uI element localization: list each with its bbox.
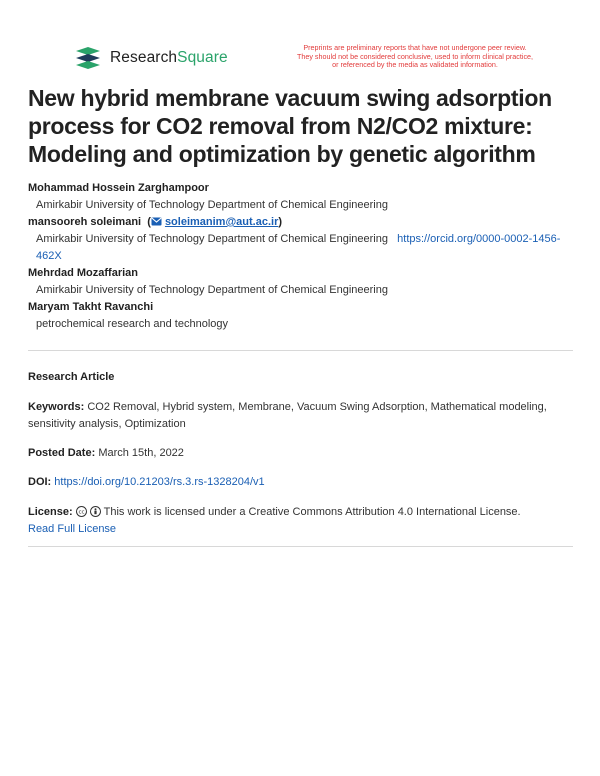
paper-title: New hybrid membrane vacuum swing adsorption process for CO2 removal from N2/CO2 mixture: Modeling and optimization by genetic algorithm: [28, 85, 552, 167]
creative-commons-icon: [76, 506, 87, 517]
author-name: Mohammad Hossein Zarghampoor: [28, 182, 209, 194]
mail-icon: [151, 217, 162, 226]
svg-text:cc: cc: [78, 509, 85, 516]
author-affiliation: Amirkabir University of Technology Department of Chemical Engineering https://orcid.org/0000-0002-1456-462X: [36, 233, 561, 262]
author-affiliation: Amirkabir University of Technology Department of Chemical Engineering: [36, 284, 388, 296]
article-type: Research Article: [28, 371, 115, 383]
license-text: This work is licensed under a Creative Commons Attribution 4.0 International License.: [103, 506, 521, 518]
read-full-license-link[interactable]: Read Full License: [28, 523, 117, 535]
doi-link[interactable]: https://doi.org/10.21203/rs.3.rs-1328204/v1: [54, 476, 265, 488]
posted-date-value: March 15th, 2022: [98, 447, 184, 459]
keywords-value: CO2 Removal, Hybrid system, Membrane, Vacuum Swing Adsorption, Mathematical modeling, sensitivity analysis, Optimization: [28, 401, 547, 430]
author-list: [28, 180, 573, 333]
divider: [28, 546, 573, 547]
author-name-with-email: mansooreh soleimani ( soleimanim@aut.ac.ir): [28, 216, 283, 228]
author-email-link[interactable]: soleimanim@aut.ac.ir: [164, 216, 279, 228]
header: [0, 0, 600, 80]
attribution-icon: [90, 506, 101, 517]
author-name: Maryam Takht Ravanchi: [28, 301, 154, 313]
research-square-logo[interactable]: [74, 47, 228, 69]
author-affiliation: petrochemical research and technology: [36, 318, 229, 330]
orcid-link[interactable]: https://orcid.org/0000-0002-1456-462X: [36, 233, 561, 262]
doi-section: DOI: https://doi.org/10.21203/rs.3.rs-1328204/v1: [28, 476, 265, 488]
brand-name: ResearchSquare: [110, 49, 228, 66]
keywords-section: Keywords: CO2 Removal, Hybrid system, Membrane, Vacuum Swing Adsorption, Mathematical modeling, sensitivity analysis, Optimization: [28, 401, 547, 430]
posted-date-section: Posted Date: March 15th, 2022: [28, 447, 184, 459]
research-square-logo-icon: [74, 47, 102, 69]
divider: [28, 350, 573, 351]
license-section: License: cc This work is licensed under a Creative Commons Attribution 4.0 International License. Read Full License: [28, 506, 521, 535]
author-name: Mehrdad Mozaffarian: [28, 267, 139, 279]
author-affiliation: Amirkabir University of Technology Department of Chemical Engineering: [36, 199, 388, 211]
preprint-notice: Preprints are preliminary reports that have not undergone peer review. They should not be considered conclusive, used to inform clinical practice, or referenced by the media as validated information.: [296, 43, 534, 69]
